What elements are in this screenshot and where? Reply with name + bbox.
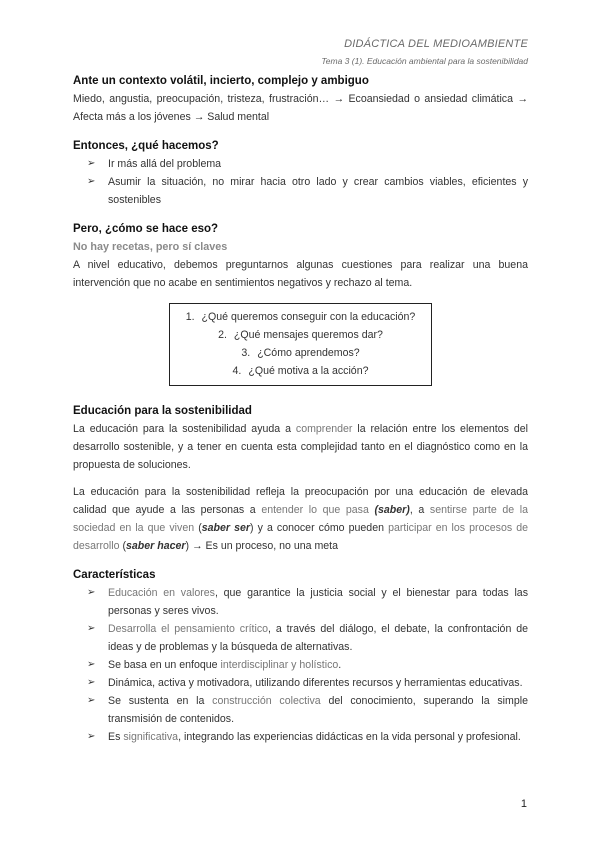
question-item: 2. ¿Qué mensajes queremos dar? bbox=[218, 329, 383, 341]
section-heading-characteristics: Características bbox=[73, 569, 156, 581]
sustainability-paragraph-2: La educación para la sostenibilidad refleja la preocupación por una educación de elevada calidad que ayude a las personas a entender lo que pasa (saber), a sentirse parte de la sociedad en la que viven (saber ser) y a conocer cómo pueden participar en los procesos de desarrollo (saber hacer) → Es un proceso, no una meta bbox=[73, 486, 528, 552]
section-heading-how: Pero, ¿cómo se hace eso? bbox=[73, 223, 219, 235]
list-item: ➢ Desarrolla el pensamiento crítico, a través del diálogo, el debate, la confrontación de ideas y de problemas y la búsqueda de alternativas. bbox=[73, 620, 528, 656]
section-heading-what-to-do: Entonces, ¿qué hacemos? bbox=[73, 140, 219, 152]
page-number: 1 bbox=[520, 798, 527, 810]
arrow-bullet-icon: ➢ bbox=[87, 587, 96, 598]
arrow-bullet-icon: ➢ bbox=[87, 623, 96, 634]
section-heading-sustainability-education: Educación para la sostenibilidad bbox=[73, 405, 252, 417]
question-item: 3. ¿Cómo aprendemos? bbox=[241, 347, 360, 359]
sustainability-paragraph-1: La educación para la sostenibilidad ayuda a comprender la relación entre los elementos del desarrollo sostenible, y a tener en cuenta esta complejidad tanto en el diagnóstico como en la propuesta de soluciones. bbox=[73, 423, 528, 471]
page-content bbox=[73, 72, 528, 746]
arrow-bullet-icon: ➢ bbox=[87, 158, 96, 169]
list-item: ➢ Asumir la situación, no mirar hacia otro lado y crear cambios viables, eficientes y sostenibles bbox=[73, 173, 528, 209]
arrow-bullet-icon: ➢ bbox=[87, 176, 96, 187]
section-heading-context: Ante un contexto volátil, incierto, complejo y ambiguo bbox=[73, 75, 369, 87]
questions-box bbox=[169, 303, 432, 386]
section-subheading-keys: No hay recetas, pero sí claves bbox=[73, 241, 228, 253]
list-item: ➢ Ir más allá del problema bbox=[73, 155, 528, 173]
characteristics-list bbox=[73, 584, 528, 746]
header-subtitle: Tema 3 (1). Educación ambiental para la sostenibilidad bbox=[321, 56, 528, 66]
list-item: ➢ Es significativa, integrando las experiencias didácticas en la vida personal y profesional. bbox=[73, 728, 528, 746]
list-item: ➢ Educación en valores, que garantice la justicia social y el bienestar para todas las personas y seres vivos. bbox=[73, 584, 528, 620]
arrow-bullet-icon: ➢ bbox=[87, 695, 96, 706]
what-to-do-list bbox=[73, 155, 528, 209]
arrow-bullet-icon: ➢ bbox=[87, 677, 96, 688]
list-item: ➢ Se basa en un enfoque interdisciplinar y holístico. bbox=[73, 656, 528, 674]
header-title: DIDÁCTICA DEL MEDIOAMBIENTE bbox=[344, 38, 528, 50]
arrow-bullet-icon: ➢ bbox=[87, 659, 96, 670]
how-paragraph: A nivel educativo, debemos preguntarnos algunas cuestiones para realizar una buena intervención que no acabe en sentimientos negativos y rechazo al tema. bbox=[73, 259, 528, 289]
list-item: ➢ Se sustenta en la construcción colectiva del conocimiento, superando la simple transmisión de contenidos. bbox=[73, 692, 528, 728]
list-item: ➢ Dinámica, activa y motivadora, utilizando diferentes recursos y herramientas educativas. bbox=[73, 674, 528, 692]
arrow-bullet-icon: ➢ bbox=[87, 731, 96, 742]
question-item: 1. ¿Qué queremos conseguir con la educación? bbox=[185, 311, 416, 323]
context-paragraph: Miedo, angustia, preocupación, tristeza, frustración… → Ecoansiedad o ansiedad climática → Afecta más a los jóvenes → Salud mental bbox=[73, 93, 528, 123]
question-item: 4. ¿Qué motiva a la acción? bbox=[232, 365, 369, 377]
